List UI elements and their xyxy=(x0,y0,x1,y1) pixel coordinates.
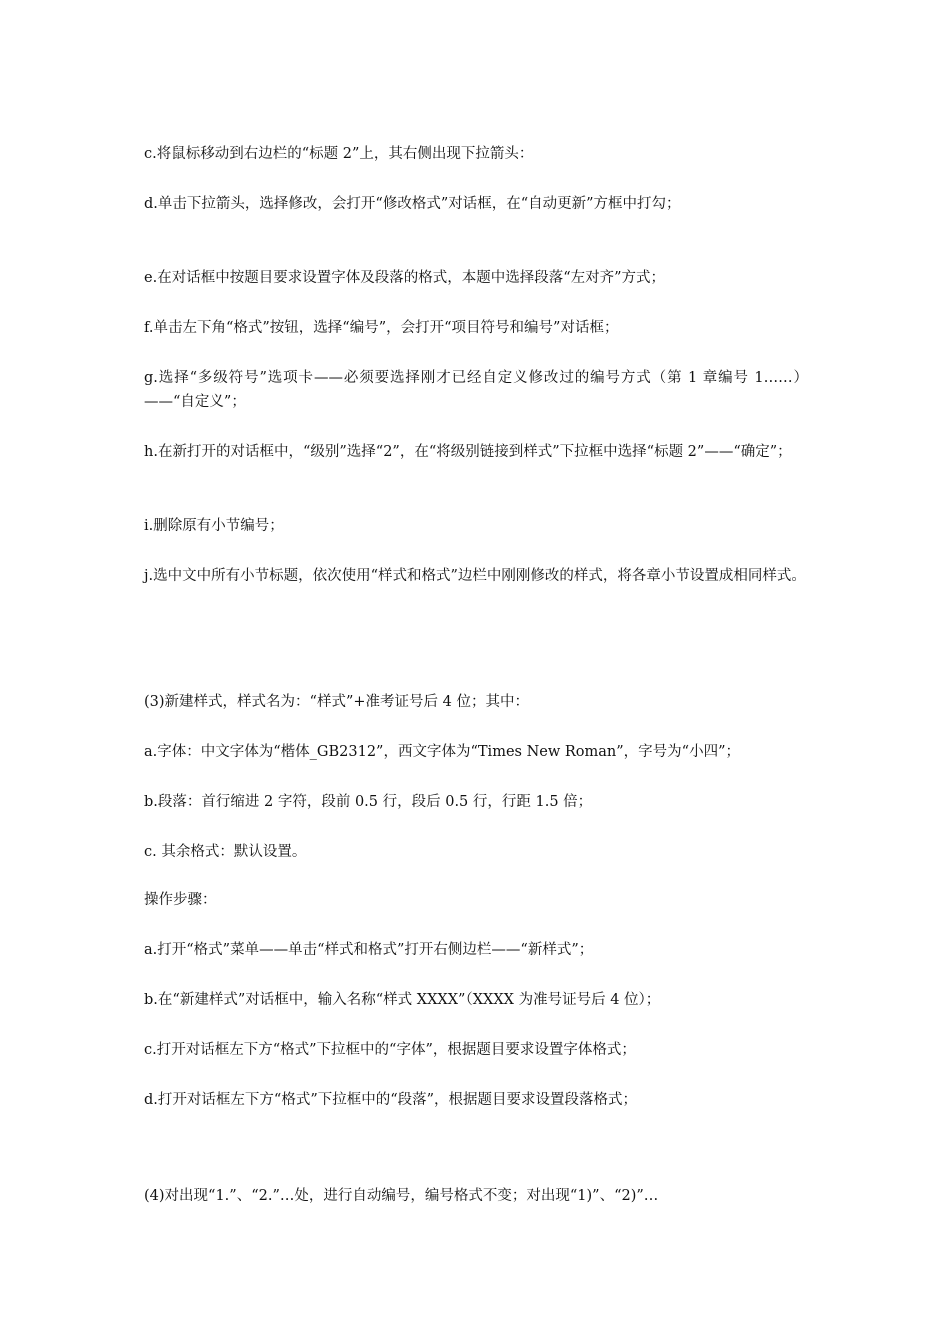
step-d xyxy=(144,192,808,216)
section-3-heading: (3)新建样式，样式名为：“样式”+准考证号后 4 位；其中： xyxy=(144,694,529,710)
step-text: 打开“格式”菜单——单击“样式和格式”打开右侧边栏——“新样式”； xyxy=(157,942,594,958)
step-text: 在“新建样式”对话框中，输入名称“样式 XXXX”（XXXX 为准号证号后 4 位）； xyxy=(157,992,661,1008)
requirement-paragraph: b.段落：首行缩进 2 字符，段前 0.5 行，段后 0.5 行，行距 1.5 倍； xyxy=(144,794,593,810)
step-marker: f. xyxy=(144,320,154,336)
step-text: 选中文中所有小节标题，依次使用“样式和格式”边栏中刚刚修改的样式，将各章小节设置成相同样式。 xyxy=(153,568,806,584)
step-text: 在新打开的对话框中，“级别”选择“2”，在“将级别链接到样式”下拉框中选择“标题 2”——“确定”； xyxy=(157,444,792,460)
step-f xyxy=(144,316,808,340)
step-marker: a. xyxy=(144,942,158,958)
operation-steps-label: 操作步骤： xyxy=(144,892,217,908)
step-marker: d. xyxy=(144,1092,158,1108)
requirement-other: c. 其余格式：默认设置。 xyxy=(144,844,307,860)
step-c xyxy=(144,142,808,166)
step-marker: b. xyxy=(144,992,158,1008)
step-text: 选择“多级符号”选项卡——必须要选择刚才已经自定义修改过的编号方式（第 1 章编号 1……）——“自定义”； xyxy=(144,370,808,410)
step-text: 删除原有小节编号； xyxy=(153,518,284,534)
step-g xyxy=(144,366,808,414)
step-text: 在对话框中按题目要求设置字体及段落的格式，本题中选择段落“左对齐”方式； xyxy=(157,270,666,286)
op-step-d xyxy=(144,1088,808,1112)
op-step-b xyxy=(144,988,808,1012)
step-text: 单击下拉箭头，选择修改，会打开“修改格式”对话框，在“自动更新”方框中打勾； xyxy=(157,196,681,212)
step-marker: d. xyxy=(144,196,158,212)
step-marker: e. xyxy=(144,270,158,286)
step-i xyxy=(144,514,808,538)
step-marker: j. xyxy=(144,568,154,584)
step-marker: c. xyxy=(144,1042,157,1058)
step-text: 打开对话框左下方“格式”下拉框中的“段落”，根据题目要求设置段落格式； xyxy=(157,1092,638,1108)
step-text: 单击左下角“格式”按钮，选择“编号”，会打开“项目符号和编号”对话框； xyxy=(153,320,619,336)
step-marker: h. xyxy=(144,444,158,460)
step-marker: i. xyxy=(144,518,154,534)
requirement-font: a.字体：中文字体为“楷体_GB2312”，西文字体为“Times New Roman”，字号为“小四”； xyxy=(144,744,740,760)
step-e xyxy=(144,266,808,290)
op-step-a xyxy=(144,938,808,962)
step-text: 打开对话框左下方“格式”下拉框中的“字体”，根据题目要求设置字体格式； xyxy=(156,1042,636,1058)
step-marker: g. xyxy=(144,370,158,386)
step-marker: c. xyxy=(144,146,157,162)
section-4-heading: (4)对出现“1.”、“2.”…处，进行自动编号，编号格式不变；对出现“1)”、“2)”… xyxy=(144,1188,659,1204)
op-step-c xyxy=(144,1038,808,1062)
step-j xyxy=(144,564,808,588)
step-text: 将鼠标移动到右边栏的“标题 2”上，其右侧出现下拉箭头： xyxy=(156,146,534,162)
step-h xyxy=(144,440,808,464)
